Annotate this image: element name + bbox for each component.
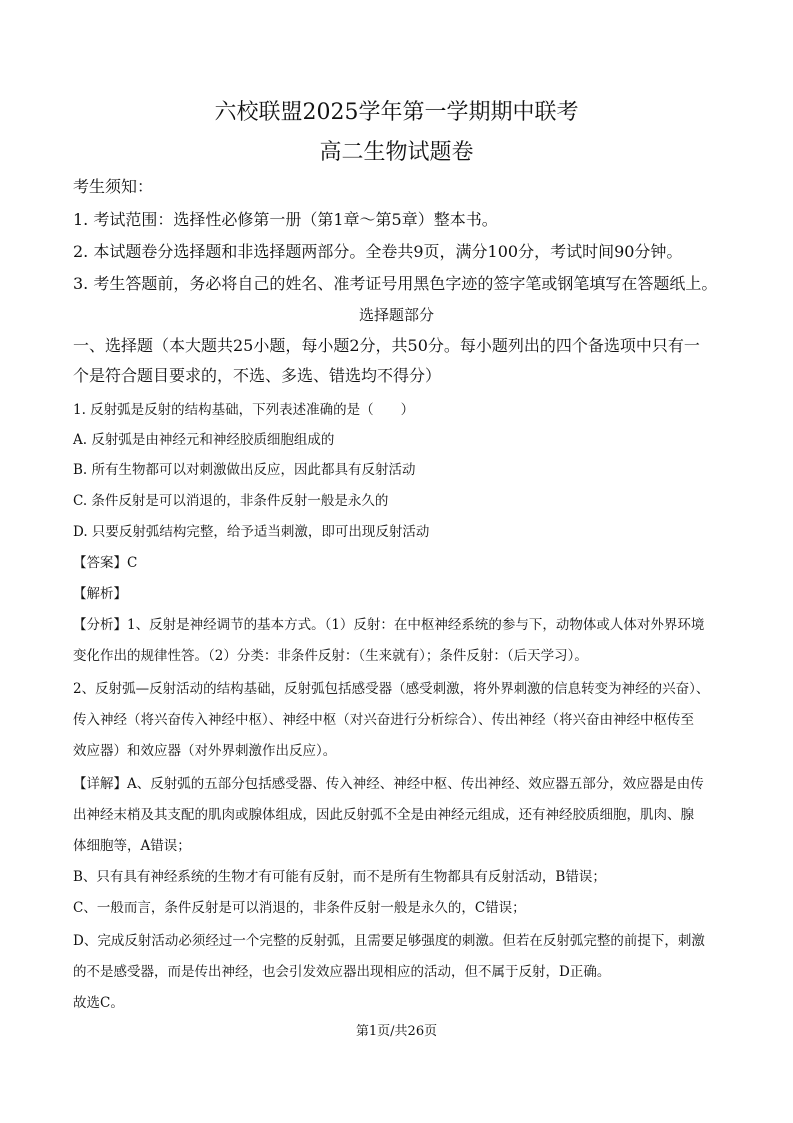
option-b: B. 所有生物都可以对刺激做出反应，因此都具有反射活动 [73, 462, 416, 478]
exam-subtitle: 高二生物试题卷 [319, 140, 474, 165]
exam-title: 六校联盟2025学年第一学期期中联考 [214, 100, 579, 125]
answer-label: 【答案】C [73, 555, 138, 571]
explanation-line-8: 体细胞等，A错误； [73, 838, 191, 854]
question-stem: 1. 反射弧是反射的结构基础，下列表述准确的是（ ） [73, 402, 415, 418]
explanation-line-1: 【分析】1、反射是神经调节的基本方式。（1）反射：在中枢神经系统的参与下，动物体或人体对外界环境 [73, 617, 705, 633]
explanation-line-4: 传入神经（将兴奋传入神经中枢）、神经中枢（对兴奋进行分析综合）、传出神经（将兴奋由神经中枢传至 [73, 712, 694, 728]
explanation-line-5: 效应器）和效应器（对外界刺激作出反应）。 [73, 743, 337, 759]
explanation-line-12: 的不是感受器，而是传出神经，也会引发效应器出现相应的活动，但不属于反射，D正确。 [73, 964, 611, 980]
explanation-line-7: 出神经末梢及其支配的肌肉或腺体组成，因此反射弧不全是由神经元组成，还有神经胶质细胞，肌肉、腺 [73, 807, 694, 823]
explanation-line-9: B、只有具有神经系统的生物才有可能有反射，而不是所有生物都具有反射活动，B错误； [73, 869, 606, 885]
explanation-line-11: D、完成反射活动必须经过一个完整的反射弧，且需要足够强度的刺激。但若在反射弧完整的前提下，刺激 [73, 933, 705, 949]
section-instruction-line-2: 个是符合题目要求的，不选、多选、错选均不得分） [73, 366, 442, 385]
option-d: D. 只要反射弧结构完整，给予适当刺激，即可出现反射活动 [73, 524, 430, 540]
explanation-line-10: C、一般而言，条件反射是可以消退的，非条件反射一般是永久的，C错误； [73, 900, 526, 916]
section-title: 选择题部分 [358, 306, 434, 324]
explanation-line-13: 故选C。 [73, 995, 124, 1011]
explanation-line-3: 2、反射弧—反射活动的结构基础，反射弧包括感受器（感受刺激，将外界刺激的信息转变为神经的兴奋）、 [73, 681, 710, 697]
section-instruction-line-1: 一、选择题（本大题共25小题，每小题2分，共50分。每小题列出的四个备选项中只有一 [73, 336, 700, 355]
option-a: A. 反射弧是由神经元和神经胶质细胞组成的 [73, 432, 335, 448]
option-c: C. 条件反射是可以消退的，非条件反射一般是永久的 [73, 493, 389, 509]
notice-heading: 考生须知： [73, 177, 154, 196]
notice-item-2: 2. 本试题卷分选择题和非选择题两部分。全卷共9页，满分100分，考试时间90分钟。 [73, 242, 683, 261]
notice-item-1: 1. 考试范围：选择性必修第一册（第1章～第5章）整本书。 [73, 210, 498, 229]
notice-item-3: 3. 考生答题前，务必将自己的姓名、准考证号用黑色字迹的签字笔或钢笔填写在答题纸上。 [73, 274, 718, 293]
page-footer: 第1页/共26页 [355, 1024, 438, 1039]
analysis-label: 【解析】 [73, 586, 127, 602]
explanation-line-2: 变化作出的规律性答。（2）分类：非条件反射：（生来就有）；条件反射：（后天学习）。 [73, 648, 588, 664]
explanation-line-6: 【详解】A、反射弧的五部分包括感受器、传入神经、神经中枢、传出神经、效应器五部分，效应器是由传 [73, 776, 704, 792]
